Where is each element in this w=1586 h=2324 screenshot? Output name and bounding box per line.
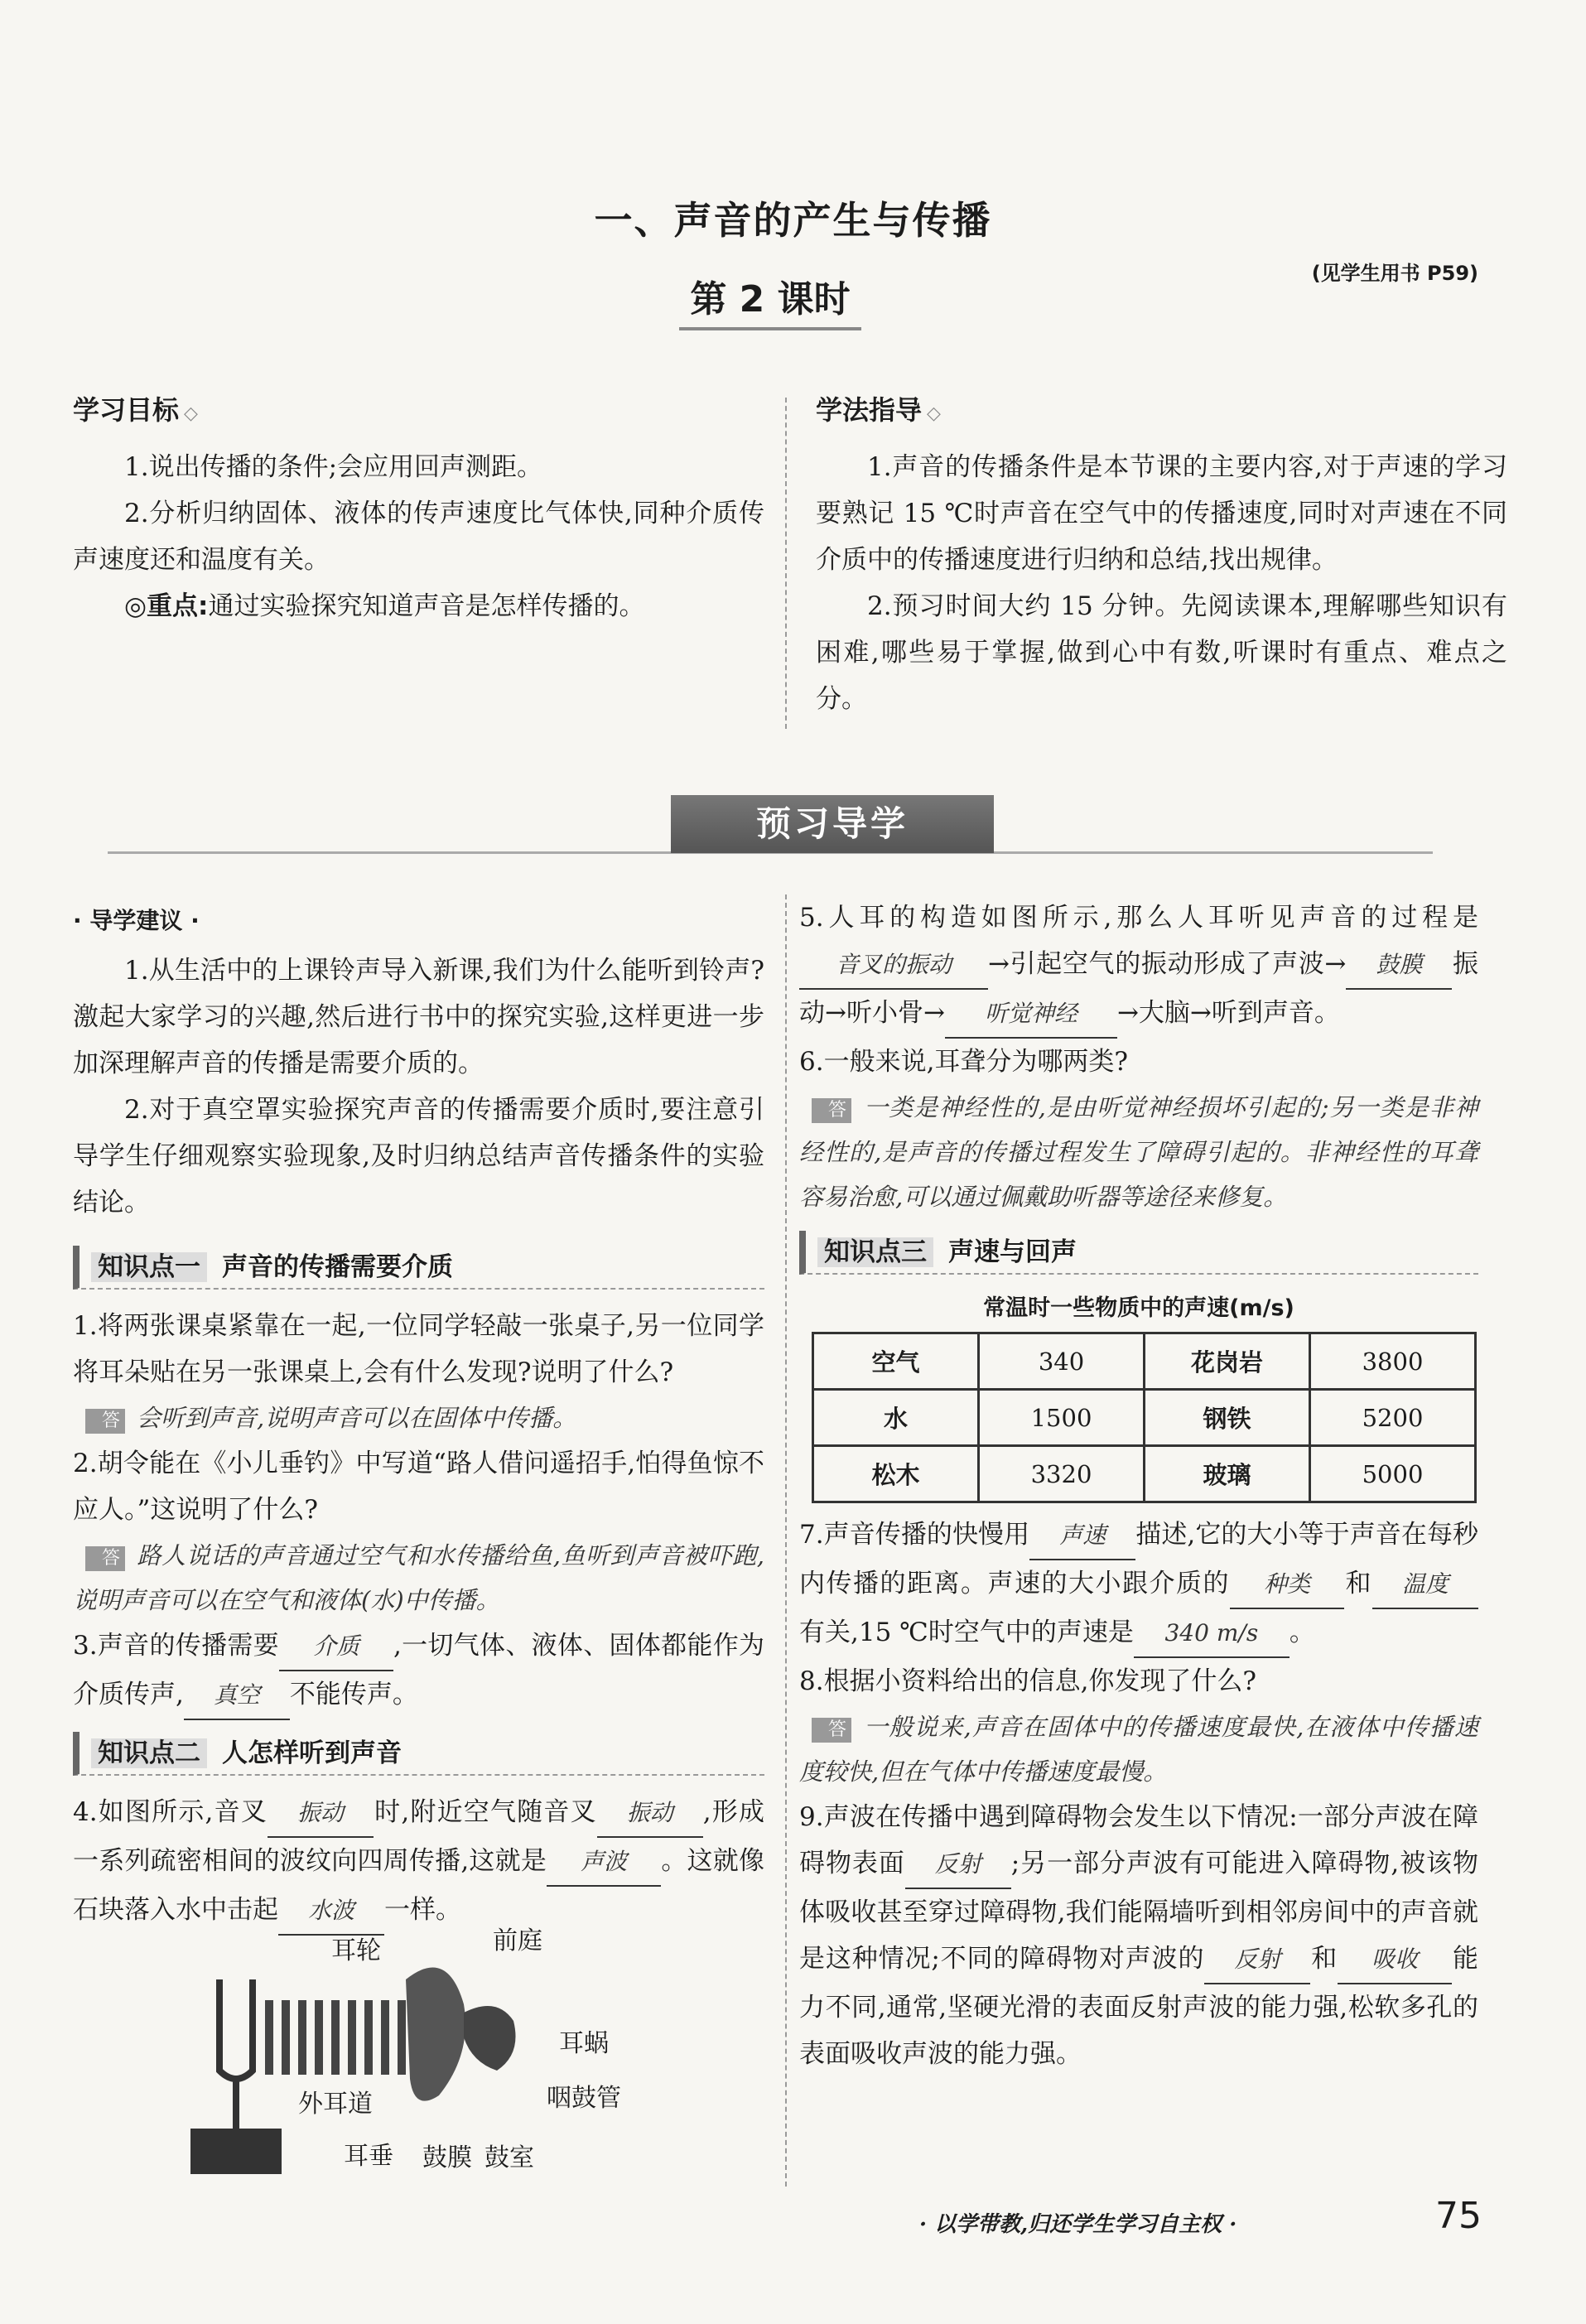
preview-banner: 预习导学 [671,795,994,853]
fill-blank: 介质 [279,1623,393,1671]
fill-blank: 反射 [1204,1936,1310,1984]
table-cell: 5000 [1310,1446,1476,1502]
answer-badge: 答 [812,1098,852,1123]
method-heading: 学法指导 ◇ [816,394,941,426]
sound-speed-table [812,1332,1477,1503]
label-ear-canal: 外耳道 [298,2090,373,2119]
question-1: 1.将两张课桌紧靠在一起,一位同学轻敲一张桌子,另一位同学将耳朵贴在另一张课桌上,会有什么发现?说明了什么? [73,1311,764,1387]
question-9: 9.声波在传播中遇到障碍物会发生以下情况:一部分声波在障碍物表面 反射 ;另一部分声波有可能进入障碍物,被该物体吸收甚至穿过障碍物,我们能隔墙听到相邻房间中的声音就是这种情况;不同的障碍物对声波的 反射 和 吸收 能力不同,通常,坚硬光滑的表面反射声波的能力强,松软多孔的表面吸收声波的能力强。 [799,1802,1479,2069]
lesson-label: 第 2 课时 [679,269,861,330]
answer-2: 答 路人说话的声音通过空气和水传播给鱼,鱼听到声音被吓跑,说明声音可以在空气和液体(水)中传播。 [73,1541,764,1614]
fill-blank: 温度 [1372,1561,1478,1609]
fill-blank: 鼓膜 [1346,942,1452,990]
fill-blank: 振动 [597,1790,703,1838]
page-title: 一、声音的产生与传播 [594,198,992,243]
fill-blank: 振动 [268,1790,374,1838]
answer-badge: 答 [85,1546,126,1571]
label-vestibule: 前庭 [493,1926,542,1955]
method-item: 1.声音的传播条件是本节课的主要内容,对于声速的学习要熟记 15 ℃时声音在空气中的传播速度,同时对声速在不同介质中的传播速度进行归纳和总结,找出规律。 [816,452,1507,575]
table-cell: 5200 [1310,1390,1476,1446]
label-cochlea: 耳蜗 [559,2029,609,2058]
method-section [816,389,1507,722]
objective-item: 1.说出传播的条件;会应用回声测距。 [124,452,543,482]
fill-blank: 340 m/s [1134,1610,1290,1658]
table-cell: 340 [979,1333,1145,1390]
tuning-fork-base [190,2129,282,2174]
sound-waves [269,2000,402,2075]
column-divider [785,398,787,729]
question-3: 3.声音的传播需要 介质 ,一切气体、液体、固体都能作为介质传声, 真空 不能传声。 [73,1622,764,1720]
label-tympanic-cavity: 鼓室 [484,2143,534,2172]
left-column [73,903,764,1936]
table-cell: 1500 [979,1390,1145,1446]
table-cell: 3800 [1310,1333,1476,1390]
label-eardrum: 鼓膜 [422,2143,472,2172]
question-4: 4.如图所示,音叉 振动 时,附近空气随音叉 振动 ,形成一系列疏密相间的波纹向四周传播,这就是 声波 。这就像石块落入水中击起 水波 一样。 [73,1789,764,1936]
knowledge-point-3: 知识点三 声速与回声 [799,1231,1478,1275]
inner-ear-shape [464,2006,516,2071]
fill-blank: 音叉的振动 [799,942,988,990]
ear-pinna-shape [406,1967,465,2100]
objective-item: 2.分析归纳固体、液体的传声速度比气体快,同种介质传声速度还和温度有关。 [73,499,764,575]
label-earlobe: 耳垂 [344,2142,393,2171]
fill-blank: 声速 [1029,1512,1135,1560]
ear-figure [166,1926,696,2195]
diamond-icon: ◇ [184,403,198,424]
question-7: 7.声音传播的快慢用 声速 描述,它的大小等于声音在每秒内传播的距离。声速的大小跟介质的 种类 和 温度有关,15 ℃时空气中的声速是 340 m/s 。 [799,1512,1478,1658]
table-cell: 空气 [813,1333,979,1390]
table-cell: 水 [813,1390,979,1446]
answer-badge: 答 [812,1718,852,1743]
table-cell: 花岗岩 [1145,1333,1310,1390]
answer-badge: 答 [85,1409,126,1434]
label-eustachian-tube: 咽鼓管 [547,2084,621,2113]
question-6: 6.一般来说,耳聋分为哪两类? [799,1047,1129,1077]
table-row [813,1446,1476,1502]
book-reference: (见学生用书 P59) [1311,262,1478,285]
footer-motto: · 以学带教,归还学生学习自主权 · [919,2212,1237,2237]
method-item: 2.预习时间大约 15 分钟。先阅读课本,理解哪些知识有困难,哪些易于掌握,做到心中有数,听课时有重点、难点之分。 [816,591,1507,714]
fill-blank: 声波 [547,1839,661,1887]
fill-blank: 吸收 [1338,1936,1452,1984]
guide-heading: · 导学建议 · [73,907,200,934]
objectives-heading: 学习目标 ◇ [73,394,198,426]
answer-8: 答 一般说来,声音在固体中的传播速度最快,在液体中传播速度较快,但在气体中传播速度最慢。 [799,1713,1478,1786]
label-ear-pinna: 耳轮 [331,1936,381,1965]
question-8: 8.根据小资料给出的信息,你发现了什么? [799,1666,1257,1696]
table-cell: 钢铁 [1145,1390,1310,1446]
question-5: 5.人耳的构造如图所示,那么人耳听见声音的过程是音叉的振动 →引起空气的振动形成了声波→ 鼓膜 振动→听小骨→ 听觉神经 →大脑→听到声音。 [799,894,1478,1039]
page-number: 75 [1435,2195,1482,2237]
table-cell: 玻璃 [1145,1446,1310,1502]
table-cell: 3320 [979,1446,1145,1502]
knowledge-point-2: 知识点二 人怎样听到声音 [73,1732,764,1776]
fill-blank: 听觉神经 [945,991,1117,1039]
objectives-section [73,389,764,629]
answer-6: 答 一类是神经性的,是由听觉神经损坏引起的;另一类是非神经性的,是声音的传播过程发生了障碍引起的。非神经性的耳聋容易治愈,可以通过佩戴助听器等途径来修复。 [799,1093,1478,1211]
question-2: 2.胡令能在《小儿垂钓》中写道“路人借问遥招手,怕得鱼惊不应人。”这说明了什么? [73,1449,764,1525]
fill-blank: 水波 [278,1888,384,1936]
fill-blank: 反射 [905,1841,1011,1889]
guide-item: 2.对于真空罩实验探究声音的传播需要介质时,要注意引导学生仔细观察实验现象,及时归纳总结声音传播条件的实验结论。 [73,1095,764,1217]
fill-blank: 真空 [184,1672,290,1720]
column-divider [785,894,787,2187]
table-row [813,1333,1476,1390]
table-title: 常温时一些物质中的声速(m/s) [983,1295,1294,1321]
tuning-fork [219,1979,253,2129]
table-cell: 松木 [813,1446,979,1502]
answer-1: 答 会听到声音,说明声音可以在固体中传播。 [73,1396,764,1440]
diamond-icon: ◇ [927,403,941,424]
table-row [813,1390,1476,1446]
key-point: ◎重点:通过实验探究知道声音是怎样传播的。 [124,591,645,621]
guide-item: 1.从生活中的上课铃声导入新课,我们为什么能听到铃声?激起大家学习的兴趣,然后进行书中的探究实验,这样更进一步加深理解声音的传播是需要介质的。 [73,956,764,1078]
right-column [799,894,1478,2077]
knowledge-point-1: 知识点一 声音的传播需要介质 [73,1246,764,1290]
fill-blank: 种类 [1230,1561,1344,1609]
